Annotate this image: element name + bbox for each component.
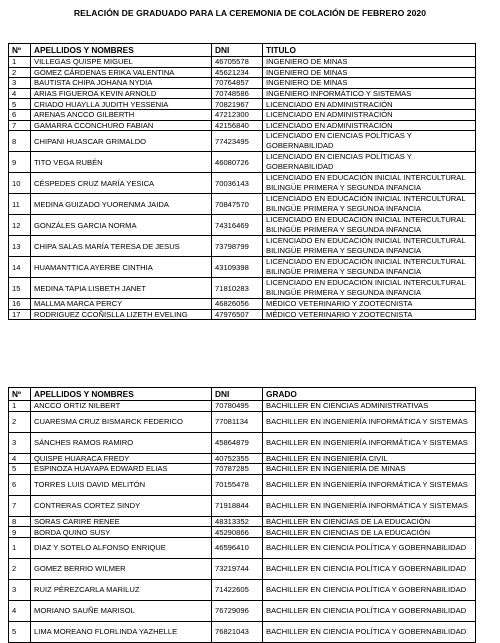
table-row: [9, 621, 476, 642]
row-name: TITO VEGA RUBÉN: [31, 152, 212, 173]
row-degree: LICENCIADO EN ADMINISTRACIÓN: [263, 109, 476, 120]
row-dni: 77423495: [212, 131, 263, 152]
table-row: [9, 109, 476, 120]
row-dni: 71918844: [212, 495, 263, 516]
row-degree: MÉDICO VETERINARIO Y ZOOTECNISTA: [263, 309, 476, 320]
row-dni: 46705578: [212, 57, 263, 68]
table-row: [9, 215, 476, 236]
row-number: 1: [9, 57, 31, 68]
row-number: 3: [9, 432, 31, 453]
row-dni: 76729096: [212, 600, 263, 621]
row-dni: 45290866: [212, 527, 263, 538]
row-number: 6: [9, 474, 31, 495]
table-row: [9, 453, 476, 464]
row-number: 7: [9, 120, 31, 131]
row-number: 8: [9, 131, 31, 152]
row-dni: 46826056: [212, 299, 263, 310]
row-number: 5: [9, 99, 31, 110]
row-number: 9: [9, 152, 31, 173]
row-dni: 70847570: [212, 194, 263, 215]
row-dni: 48313352: [212, 516, 263, 527]
row-name: DIAZ Y SOTELO ALFONSO ENRIQUE: [31, 537, 212, 558]
row-name: GONZÁLES GARCIA NORMA: [31, 215, 212, 236]
row-name: GOMEZ BERRIO WILMER: [31, 558, 212, 579]
header-degree: TITULO: [263, 44, 476, 57]
row-number: 11: [9, 194, 31, 215]
row-number: 2: [9, 67, 31, 78]
row-dni: 70780495: [212, 401, 263, 412]
row-degree: BACHILLER EN INGENIERÍA INFORMÁTICA Y SISTEMAS: [263, 432, 476, 453]
row-dni: 70787285: [212, 464, 263, 475]
row-number: 3: [9, 579, 31, 600]
table-row: [9, 558, 476, 579]
row-dni: 70748586: [212, 88, 263, 99]
row-number: 16: [9, 299, 31, 310]
row-degree: BACHILLER EN INGENIERÍA INFORMÁTICA Y SISTEMAS: [263, 411, 476, 432]
table-row: [9, 278, 476, 299]
row-dni: 46596410: [212, 537, 263, 558]
row-dni: 73798799: [212, 236, 263, 257]
row-degree: LICENCIADO EN CIENCIAS POLÍTICAS Y GOBERNABILIDAD: [263, 131, 476, 152]
row-number: 1: [9, 537, 31, 558]
row-number: 4: [9, 453, 31, 464]
row-degree: INGENIERO INFORMÁTICO Y SISTEMAS: [263, 88, 476, 99]
row-name: GAMARRA CCONCHURO FABIAN: [31, 120, 212, 131]
header-name: APELLIDOS Y NOMBRES: [31, 388, 212, 401]
row-degree: MÉDICO VETERINARIO Y ZOOTECNISTA: [263, 299, 476, 310]
row-number: 1: [9, 401, 31, 412]
row-degree: LICENCIADO EN EDUCACIÓN INICIAL INTERCULTURAL BILINGÜE PRIMERA Y SEGUNDA INFANCIA: [263, 278, 476, 299]
row-dni: 70821967: [212, 99, 263, 110]
row-name: MEDINA GUIZADO YUORENMA JAIDA: [31, 194, 212, 215]
row-degree: LICENCIADO EN EDUCACIÓN INICIAL INTERCULTURAL BILINGÜE PRIMERA Y SEGUNDA INFANCIA: [263, 194, 476, 215]
row-name: BAUTISTA CHIPA JOHANA NYDIA: [31, 78, 212, 89]
row-degree: INGENIERO DE MINAS: [263, 67, 476, 78]
table-row: [9, 495, 476, 516]
table-row: [9, 173, 476, 194]
row-degree: BACHILLER EN CIENCIA POLÍTICA Y GOBERNABILIDAD: [263, 579, 476, 600]
row-dni: 70764857: [212, 78, 263, 89]
table-row: [9, 78, 476, 89]
row-number: 15: [9, 278, 31, 299]
header-dni: DNI: [212, 44, 263, 57]
row-number: 14: [9, 257, 31, 278]
graduates-grade-table: [8, 387, 476, 643]
row-degree: BACHILLER EN CIENCIAS DE LA EDUCACIÓN: [263, 527, 476, 538]
row-dni: 71422605: [212, 579, 263, 600]
table-row: [9, 257, 476, 278]
row-degree: BACHILLER EN CIENCIA POLÍTICA Y GOBERNABILIDAD: [263, 621, 476, 642]
table-row: [9, 600, 476, 621]
row-degree: BACHILLER EN INGENIERÍA DE MINAS: [263, 464, 476, 475]
row-name: CUARESMA CRUZ BISMARCK FEDERICO: [31, 411, 212, 432]
table-row: [9, 299, 476, 310]
table-header-row: [9, 388, 476, 401]
row-name: ARIAS FIGUEROA KEVIN ARNOLD: [31, 88, 212, 99]
row-name: TORRES LUIS DAVID MELITÓN: [31, 474, 212, 495]
table-row: [9, 537, 476, 558]
row-degree: BACHILLER EN INGENIERÍA INFORMÁTICA Y SISTEMAS: [263, 495, 476, 516]
table-row: [9, 516, 476, 527]
row-degree: BACHILLER EN INGENIERÍA INFORMÁTICA Y SISTEMAS: [263, 474, 476, 495]
row-name: CÉSPEDES CRUZ MARÍA YESICA: [31, 173, 212, 194]
graduates-title-table: [8, 43, 476, 320]
row-dni: 45864879: [212, 432, 263, 453]
row-degree: LICENCIADO EN EDUCACIÓN INICIAL INTERCULTURAL BILINGÜE PRIMERA Y SEGUNDA INFANCIA: [263, 215, 476, 236]
table-row: [9, 527, 476, 538]
row-degree: INGENIERO DE MINAS: [263, 78, 476, 89]
row-degree: BACHILLER EN CIENCIA POLÍTICA Y GOBERNABILIDAD: [263, 537, 476, 558]
row-name: QUISPE HUARACA FREDY: [31, 453, 212, 464]
table-row: [9, 194, 476, 215]
row-name: MALLMA MARCA PERCY: [31, 299, 212, 310]
row-name: SORAS CARIRE RENEE: [31, 516, 212, 527]
row-dni: 74316469: [212, 215, 263, 236]
row-number: 5: [9, 621, 31, 642]
document-title: RELACIÓN DE GRADUADO PARA LA CEREMONIA DE COLACIÓN DE FEBRERO 2020: [73, 8, 427, 18]
header-number: Nº: [9, 44, 31, 57]
row-degree: BACHILLER EN CIENCIAS ADMINISTRATIVAS: [263, 401, 476, 412]
row-name: RUIZ PÉREZCARLA MARILUZ: [31, 579, 212, 600]
row-dni: 47976507: [212, 309, 263, 320]
row-degree: BACHILLER EN CIENCIA POLÍTICA Y GOBERNABILIDAD: [263, 558, 476, 579]
row-dni: 73219744: [212, 558, 263, 579]
table-row: [9, 88, 476, 99]
table-row: [9, 411, 476, 432]
row-name: ARENAS ANCCO GILBERTH: [31, 109, 212, 120]
row-number: 4: [9, 600, 31, 621]
table-row: [9, 131, 476, 152]
row-degree: INGENIERO DE MINAS: [263, 57, 476, 68]
table-row: [9, 99, 476, 110]
row-number: 2: [9, 558, 31, 579]
row-name: GÓMEZ CÁRDENAS ERIKA VALENTINA: [31, 67, 212, 78]
table-row: [9, 120, 476, 131]
row-dni: 71810283: [212, 278, 263, 299]
row-name: RODRIGUEZ CCOÑISLLA LIZETH EVELING: [31, 309, 212, 320]
row-number: 7: [9, 495, 31, 516]
table-row: [9, 432, 476, 453]
row-name: CONTRERAS CORTEZ SINDY: [31, 495, 212, 516]
row-degree: BACHILLER EN CIENCIAS DE LA EDUCACIÓN: [263, 516, 476, 527]
row-number: 13: [9, 236, 31, 257]
row-degree: BACHILLER EN INGENIERÍA CIVIL: [263, 453, 476, 464]
row-name: CHIPA SALAS MARÍA TERESA DE JESUS: [31, 236, 212, 257]
header-dni: DNI: [212, 388, 263, 401]
row-name: MORIANO SAUÑE MARISOL: [31, 600, 212, 621]
row-number: 3: [9, 78, 31, 89]
row-degree: BACHILLER EN CIENCIA POLÍTICA Y GOBERNABILIDAD: [263, 600, 476, 621]
row-number: 2: [9, 411, 31, 432]
row-dni: 45621234: [212, 67, 263, 78]
row-dni: 46080726: [212, 152, 263, 173]
row-dni: 76821043: [212, 621, 263, 642]
row-dni: 70036143: [212, 173, 263, 194]
row-number: 4: [9, 88, 31, 99]
row-number: 17: [9, 309, 31, 320]
row-degree: LICENCIADO EN EDUCACIÓN INICIAL INTERCULTURAL BILINGÜE PRIMERA Y SEGUNDA INFANCIA: [263, 257, 476, 278]
row-degree: LICENCIADO EN EDUCACIÓN INICIAL INTERCULTURAL BILINGÜE PRIMERA Y SEGUNDA INFANCIA: [263, 173, 476, 194]
table-row: [9, 474, 476, 495]
row-name: MEDINA TAPIA LISBETH JANET: [31, 278, 212, 299]
row-name: BORDA QUINO SUSY: [31, 527, 212, 538]
row-name: VILLEGAS QUISPE MIGUEL: [31, 57, 212, 68]
row-degree: LICENCIADO EN EDUCACIÓN INICIAL INTERCULTURAL BILINGÜE PRIMERA Y SEGUNDA INFANCIA: [263, 236, 476, 257]
table-row: [9, 67, 476, 78]
row-name: LIMA MOREANO FLORLINDA YAZHELLE: [31, 621, 212, 642]
table-row: [9, 57, 476, 68]
row-dni: 70155478: [212, 474, 263, 495]
row-number: 5: [9, 464, 31, 475]
row-degree: LICENCIADO EN CIENCIAS POLÍTICAS Y GOBERNABILIDAD: [263, 152, 476, 173]
header-degree: GRADO: [263, 388, 476, 401]
row-name: HUAMANTTICA AYERBE CINTHIA: [31, 257, 212, 278]
row-name: CRIADO HUAYLLA JUDITH YESSENIA: [31, 99, 212, 110]
header-name: APELLIDOS Y NOMBRES: [31, 44, 212, 57]
row-number: 12: [9, 215, 31, 236]
table-row: [9, 152, 476, 173]
row-name: ANCCO ORTIZ NILBERT: [31, 401, 212, 412]
row-number: 8: [9, 516, 31, 527]
row-name: SÁNCHES RAMOS RAMIRO: [31, 432, 212, 453]
row-name: ESPINOZA HUAYAPA EDWARD ELIAS: [31, 464, 212, 475]
row-name: CHIPANI HUASCAR GRIMALDO: [31, 131, 212, 152]
row-dni: 77081134: [212, 411, 263, 432]
row-dni: 40752355: [212, 453, 263, 464]
table-row: [9, 236, 476, 257]
row-dni: 42156840: [212, 120, 263, 131]
row-number: 10: [9, 173, 31, 194]
header-number: Nº: [9, 388, 31, 401]
row-degree: LICENCIADO EN ADMINISTRACIÓN: [263, 99, 476, 110]
row-dni: 43109398: [212, 257, 263, 278]
row-number: 9: [9, 527, 31, 538]
row-number: 6: [9, 109, 31, 120]
table-row: [9, 401, 476, 412]
row-dni: 47212300: [212, 109, 263, 120]
table-row: [9, 309, 476, 320]
table-row: [9, 464, 476, 475]
row-degree: LICENCIADO EN ADMINISTRACIÓN: [263, 120, 476, 131]
table-header-row: [9, 44, 476, 57]
